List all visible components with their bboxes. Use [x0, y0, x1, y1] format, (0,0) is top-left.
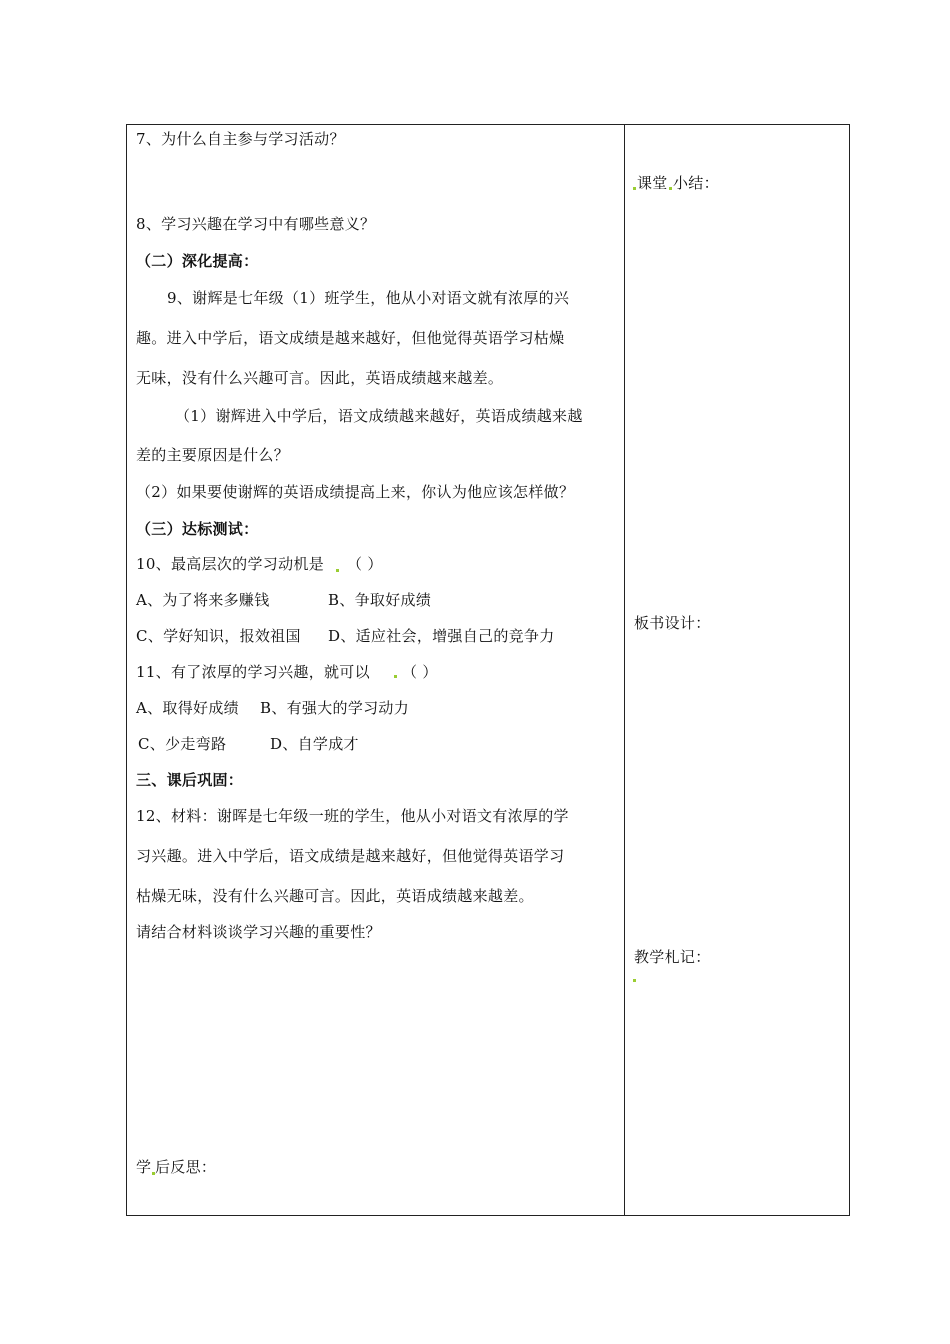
question-10-stem: 10、最高层次的学习动机是 [136, 555, 324, 573]
question-9-line-3: 无味，没有什么兴趣可言。因此，英语成绩越来越差。 [136, 369, 504, 387]
mark-dot [336, 569, 339, 572]
teaching-notes-label: 教学札记： [634, 948, 711, 966]
question-11-stem: 11、有了浓厚的学习兴趣，就可以 [136, 663, 370, 681]
section-test: （三）达标测试： [136, 520, 259, 538]
mark-dot [394, 675, 397, 678]
question-12-prompt: 请结合材料谈谈学习兴趣的重要性？ [136, 923, 381, 941]
question-11-option-b: B、有强大的学习动力 [260, 699, 410, 717]
question-9-line-1: 9、谢辉是七年级（1）班学生，他从小对语文就有浓厚的兴 [167, 289, 570, 307]
question-11-paren: （ ） [402, 663, 438, 681]
question-9-sub-1-line-1: （1）谢辉进入中学后，语文成绩越来越好，英语成绩越来越 [175, 407, 583, 425]
question-11-option-d: D、自学成才 [270, 735, 359, 753]
question-9-line-2: 趣。进入中学后，语文成绩是越来越好，但他觉得英语学习枯燥 [136, 329, 565, 347]
summary-label-a: 课堂 [637, 174, 668, 192]
mark-dot [669, 187, 672, 190]
mark-dot [633, 187, 636, 190]
reflection-label-a: 学 [136, 1158, 152, 1176]
question-10-option-d: D、适应社会，增强自己的竞争力 [328, 627, 555, 645]
reflection-label-b: 后反思： [155, 1158, 217, 1176]
mark-dot [633, 979, 636, 982]
question-9-sub-1-line-2: 差的主要原因是什么？ [136, 446, 290, 464]
section-deepen: （二）深化提高： [136, 252, 259, 270]
question-10-paren: （ ） [347, 555, 383, 573]
question-8: 8、学习兴趣在学习中有哪些意义？ [136, 215, 376, 233]
question-10-option-a: A、为了将来多赚钱 [136, 591, 270, 609]
section-consolidation: 三、课后巩固： [136, 771, 244, 789]
question-12-line-2: 习兴趣。进入中学后，语文成绩是越来越好，但他觉得英语学习 [136, 847, 565, 865]
summary-label-b: 小结： [673, 174, 719, 192]
lesson-plan-table [126, 124, 850, 1216]
question-10-option-b: B、争取好成绩 [328, 591, 432, 609]
column-divider [624, 125, 625, 1215]
question-10-option-c: C、学好知识，报效祖国 [136, 627, 301, 645]
question-12-line-3: 枯燥无味，没有什么兴趣可言。因此，英语成绩越来越差。 [136, 887, 534, 905]
question-7: 7、为什么自主参与学习活动？ [136, 130, 345, 148]
question-12-line-1: 12、材料：谢晖是七年级一班的学生，他从小对语文有浓厚的学 [136, 807, 569, 825]
question-11-option-c: C、少走弯路 [138, 735, 227, 753]
question-9-sub-2: （2）如果要使谢辉的英语成绩提高上来，你认为他应该怎样做？ [136, 483, 575, 501]
board-design-label: 板书设计： [634, 614, 711, 632]
question-11-option-a: A、取得好成绩 [136, 699, 239, 717]
